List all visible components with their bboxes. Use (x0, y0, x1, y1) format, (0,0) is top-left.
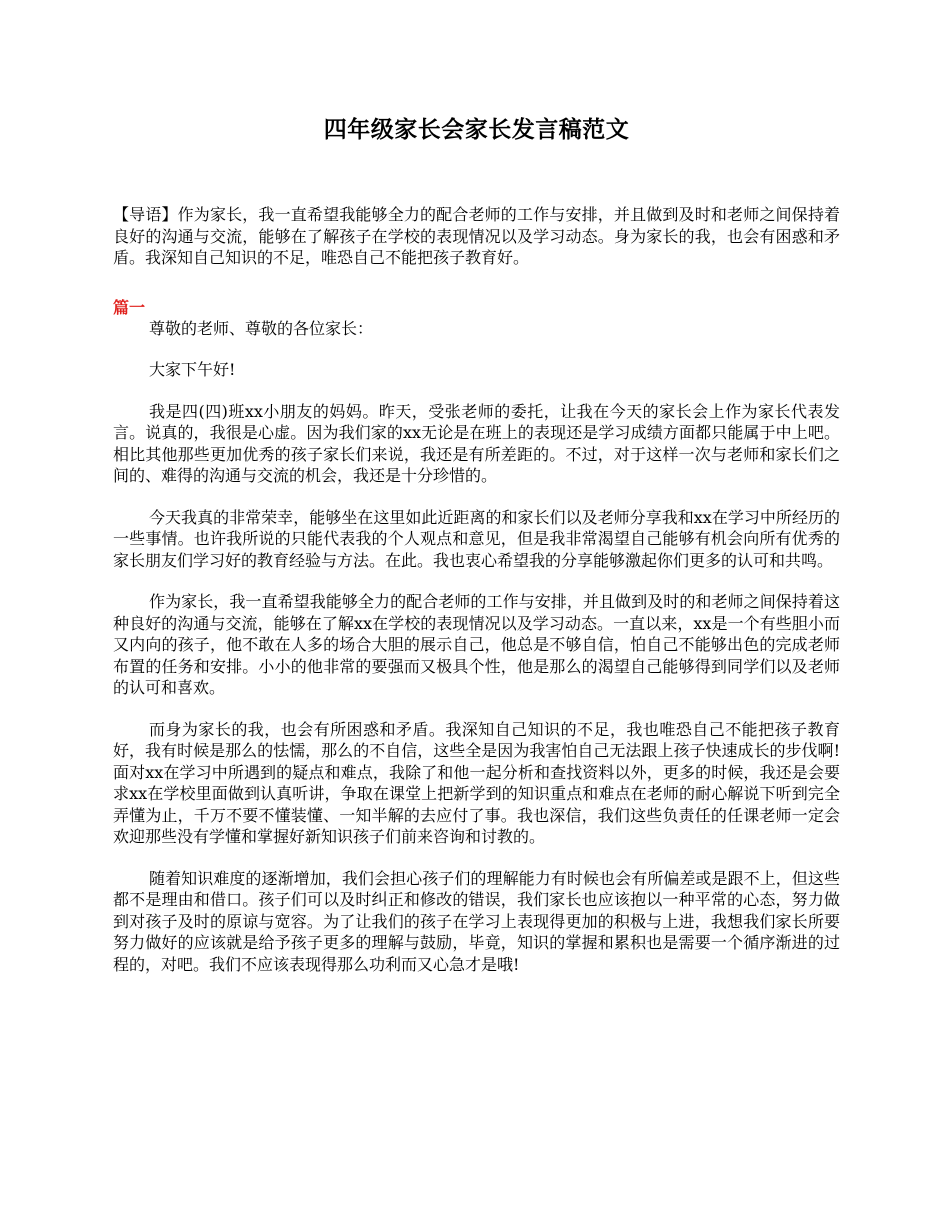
salutation: 尊敬的老师、尊敬的各位家长： (149, 318, 374, 338)
intro-paragraph: 【导语】作为家长，我一直希望我能够全力的配合老师的工作与安排，并且做到及时和老师之间保持着良好的沟通与交流，能够在了解孩子在学校的表现情况以及学习动态。身为家长的我，也会有困惑和矛盾。我深知自己知识的不足，唯恐自己不能把孩子教育好。 (113, 205, 840, 267)
body-paragraph-5: 随着知识难度的逐渐增加，我们会担心孩子们的理解能力有时候也会有所偏差或是跟不上，但这些都不是理由和借口。孩子们可以及时纠正和修改的错误，我们家长也应该抱以一种平常的心态，努力做到对孩子及时的原谅与宽容。为了让我们的孩子在学习上表现得更加的积极与上进，我想我们家长所要努力做好的应该就是给予孩子更多的理解与鼓励，毕竟，知识的掌握和累积也是需要一个循序渐进的过程的，对吧。我们不应该表现得那么功利而又心急才是哦! (113, 868, 840, 974)
document-title: 四年级家长会家长发言稿范文 (323, 116, 630, 143)
body-paragraph-3: 作为家长，我一直希望我能够全力的配合老师的工作与安排，并且做到及时的和老师之间保持着这种良好的沟通与交流，能够在了解xx在学校的表现情况以及学习动态。一直以来，xx是一个有些胆小而又内向的孩子，他不敢在人多的场合大胆的展示自己，他总是不够自信，怕自己不能够出色的完成老师布置的任务和安排。小小的他非常的要强而又极具个性，他是那么的渴望自己能够得到同学们以及老师的认可和喜欢。 (113, 592, 840, 697)
section-heading: 篇一 (113, 297, 146, 317)
body-paragraph-4: 而身为家长的我，也会有所困惑和矛盾。我深知自己知识的不足，我也唯恐自己不能把孩子教育好，我有时候是那么的怯懦，那么的不自信，这些全是因为我害怕自己无法跟上孩子快速成长的步伐啊!面对xx在学习中所遇到的疑点和难点，我除了和他一起分析和查找资料以外，更多的时候，我还是会要求xx在学校里面做到认真听讲，争取在课堂上把新学到的知识重点和难点在老师的耐心解说下听到完全弄懂为止，千万不要不懂装懂、一知半解的去应付了事。我也深信，我们这些负责任的任课老师一定会欢迎那些没有学懂和掌握好新知识孩子们前来咨询和讨教的。 (113, 719, 840, 846)
body-paragraph-1: 我是四(四)班xx小朋友的妈妈。昨天，受张老师的委托，让我在今天的家长会上作为家长代表发言。说真的，我很是心虚。因为我们家的xx无论是在班上的表现还是学习成绩方面都只能属于中上吧。相比其他那些更加优秀的孩子家长们来说，我还是有所差距的。不过，对于这样一次与老师和家长们之间的、难得的沟通与交流的机会，我还是十分珍惜的。 (113, 401, 840, 485)
greeting: 大家下午好! (149, 360, 236, 379)
body-paragraph-2: 今天我真的非常荣幸，能够坐在这里如此近距离的和家长们以及老师分享我和xx在学习中所经历的一些事情。也许我所说的只能代表我的个人观点和意见，但是我非常渴望自己能够有机会向所有优秀的家长朋友们学习好的教育经验与方法。在此。我也衷心希望我的分享能够激起你们更多的认可和共鸣。 (113, 507, 840, 570)
